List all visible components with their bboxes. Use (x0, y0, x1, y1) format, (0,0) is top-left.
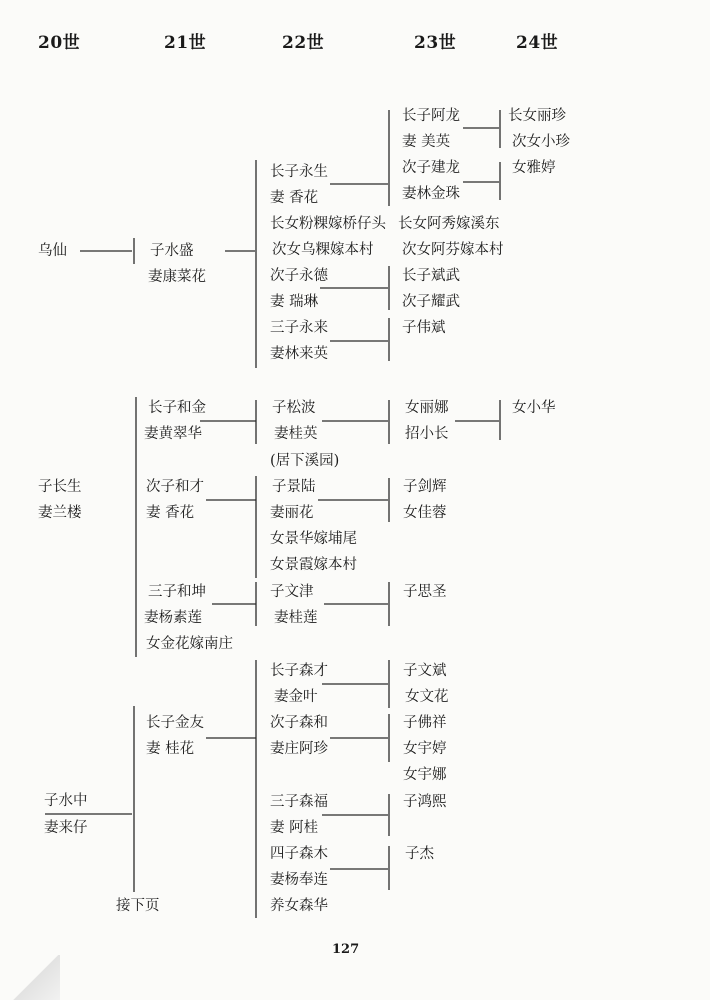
entry-g22-18: 长子森才 (270, 663, 328, 679)
entry-g21-10: 长子金友 (146, 715, 204, 731)
entry-g22-7: 三子永来 (270, 320, 328, 336)
entry-g22-19: 妻金叶 (274, 689, 318, 705)
entry-g22-1: 长子永生 (270, 164, 328, 180)
entry-g24-1: 长女丽珍 (508, 108, 566, 124)
entry-g21-1: 子水盛 (150, 243, 194, 259)
entry-g20-3: 妻兰楼 (38, 505, 82, 521)
entry-g23-5: 长女阿秀嫁溪东 (398, 216, 500, 232)
entry-g22-25: 妻杨奉连 (270, 872, 328, 888)
entry-g22-5: 次子永德 (270, 268, 328, 284)
entry-g23-3: 次子建龙 (402, 160, 460, 176)
scan-page-curl (0, 955, 60, 1000)
entry-g22-26: 养女森华 (270, 898, 328, 914)
entry-g21-5: 次子和才 (146, 479, 204, 495)
entry-g22-23: 妻 阿桂 (270, 820, 319, 836)
entry-g23-18: 女宇婷 (403, 741, 447, 757)
entry-g22-9: 子松波 (272, 400, 316, 416)
entry-g23-6: 次女阿芬嫁本村 (402, 242, 504, 258)
entry-g24-2: 次女小珍 (512, 134, 570, 150)
entry-g20-4: 子水中 (44, 793, 88, 809)
continued-next-page: 接下页 (116, 898, 160, 914)
entry-g22-22: 三子森福 (270, 794, 328, 810)
entry-g23-2: 妻 美英 (402, 134, 451, 150)
entry-g22-15: 女景霞嫁本村 (270, 557, 357, 573)
entry-g23-21: 子杰 (405, 846, 434, 862)
entry-g22-24: 四子森木 (270, 846, 328, 862)
generation-header-23: 23世 (414, 33, 457, 53)
entry-g23-15: 子文斌 (403, 663, 447, 679)
entry-g23-13: 女佳蓉 (403, 505, 447, 521)
entry-g21-3: 长子和金 (148, 400, 206, 416)
generation-header-22: 22世 (282, 33, 325, 53)
entry-g21-7: 三子和坤 (148, 584, 206, 600)
entry-g22-3: 长女粉粿嫁桥仔头 (270, 216, 386, 232)
entry-g22-8: 妻林来英 (270, 346, 328, 362)
entry-g22-17: 妻桂莲 (274, 610, 318, 626)
generation-header-20: 20世 (38, 33, 81, 53)
entry-g21-2: 妻康菜花 (148, 269, 206, 285)
entry-g22-6: 妻 瑞琳 (270, 294, 319, 310)
entry-g22-4: 次女乌粿嫁本村 (272, 242, 374, 258)
entry-g22-14: 女景华嫁埔尾 (270, 531, 357, 547)
entry-g21-11: 妻 桂花 (146, 741, 195, 757)
entry-g23-19: 女宇娜 (403, 767, 447, 783)
entry-g22-10: 妻桂英 (274, 426, 318, 442)
entry-g21-8: 妻杨素莲 (144, 610, 202, 626)
entry-g20-5: 妻来仔 (44, 820, 88, 836)
entry-g20-2: 子长生 (38, 479, 82, 495)
entry-g23-7: 长子斌武 (402, 268, 460, 284)
entry-g23-1: 长子阿龙 (402, 108, 460, 124)
entry-g23-10: 女丽娜 (405, 400, 449, 416)
entry-g23-4: 妻林金珠 (402, 186, 460, 202)
entry-g22-12: 子景陆 (272, 479, 316, 495)
entry-g22-16: 子文津 (270, 584, 314, 600)
entry-g22-11: (居下溪园) (270, 453, 340, 469)
entry-g23-14: 子思圣 (403, 584, 447, 600)
entry-g20-1: 乌仙 (38, 243, 67, 259)
entry-g23-9: 子伟斌 (402, 320, 446, 336)
entry-g21-4: 妻黄翠华 (144, 426, 202, 442)
entry-g22-2: 妻 香花 (270, 190, 319, 206)
page-number: 127 (332, 942, 360, 957)
generation-header-21: 21世 (164, 33, 207, 53)
entry-g23-20: 子鸿熙 (403, 794, 447, 810)
entry-g23-16: 女文花 (405, 689, 449, 705)
entry-g24-4: 女小华 (512, 400, 556, 416)
entry-g21-9: 女金花嫁南庄 (146, 636, 233, 652)
entry-g23-8: 次子耀武 (402, 294, 460, 310)
entry-g22-13: 妻丽花 (270, 505, 314, 521)
entry-g23-17: 子佛祥 (403, 715, 447, 731)
entry-g22-21: 妻庄阿珍 (270, 741, 328, 757)
generation-header-24: 24世 (516, 33, 559, 53)
entry-g22-20: 次子森和 (270, 715, 328, 731)
entry-g24-3: 女雅婷 (512, 160, 556, 176)
entry-g23-12: 子剑辉 (403, 479, 447, 495)
entry-g21-6: 妻 香花 (146, 505, 195, 521)
entry-g23-11: 招小长 (405, 426, 449, 442)
